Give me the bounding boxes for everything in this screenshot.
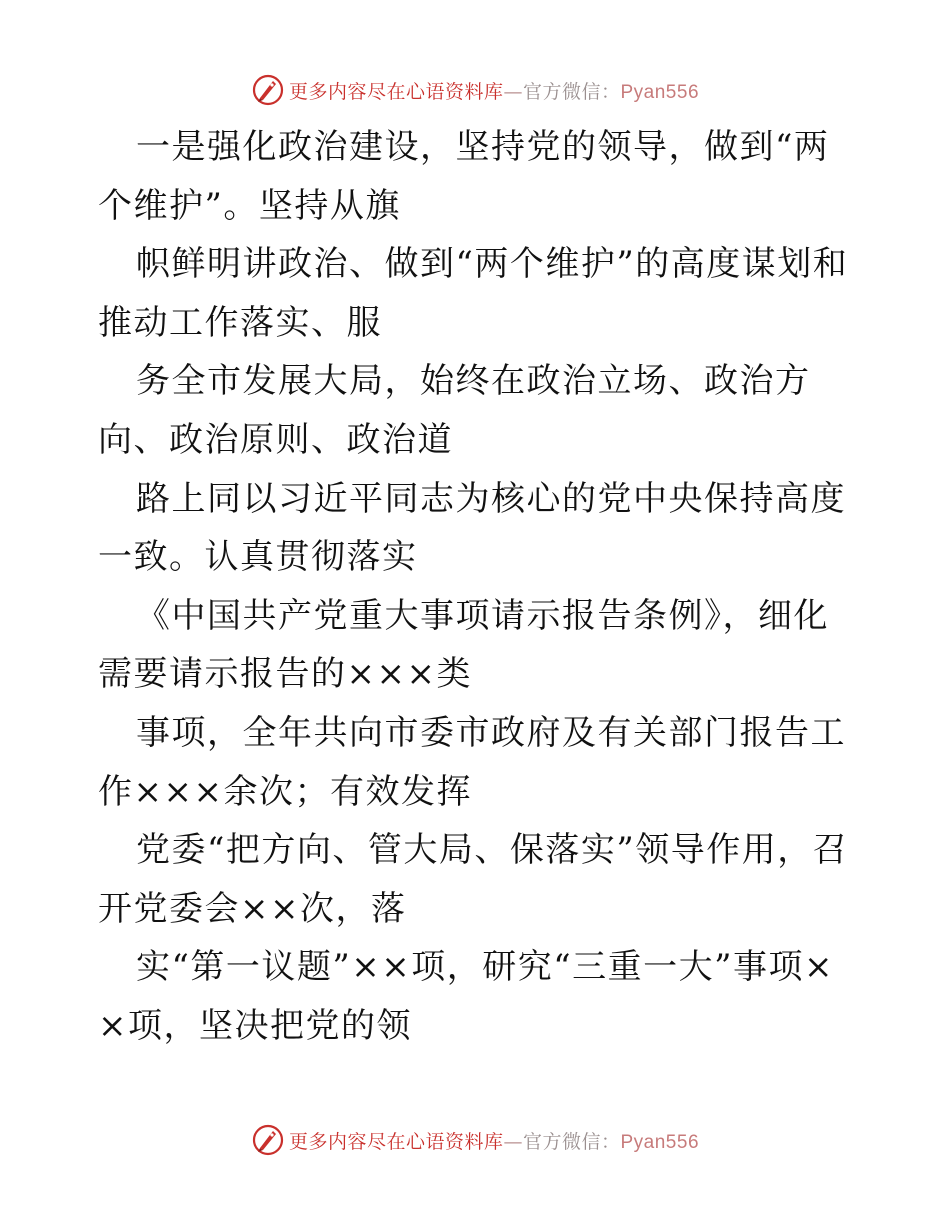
header-brand: 更多内容尽在心语资料库 [288,80,504,103]
paragraph-text: 实“第一议题”××项，研究“三重一大”事项××项，坚决把党的领 [98,947,834,1046]
header-banner [0,70,950,110]
paragraph [98,470,858,587]
paragraph [98,118,858,235]
footer-banner-text [289,1127,699,1154]
footer-wechat-id: Pyan556 [620,1131,700,1153]
header-wechat-id: Pyan556 [620,81,700,103]
paragraph [98,235,858,352]
paragraph [98,938,858,1055]
paragraph [98,587,858,704]
header-wechat-label: 官方微信： [522,80,621,103]
header-banner-text [289,77,699,104]
quill-pen-logo-icon [251,73,285,107]
paragraph-text: 路上同以习近平同志为核心的党中央保持高度一致。认真贯彻落实 [98,478,846,578]
paragraph-text: 帜鲜明讲政治、做到“两个维护”的高度谋划和推动工作落实、服 [98,244,849,343]
paragraph-text: 党委“把方向、管大局、保落实”领导作用，召开党委会××次，落 [98,830,849,929]
footer-separator: — [503,1130,523,1153]
footer-wechat-label: 官方微信： [522,1130,621,1153]
paragraph [98,821,858,938]
footer-banner [0,1120,950,1160]
paragraph-text: 一是强化政治建设，坚持党的领导，做到“两个维护”。坚持从旗 [98,127,830,226]
body-text [98,118,858,1056]
paragraph-text: 事项，全年共向市委市政府及有关部门报告工作×××余次；有效发挥 [98,712,846,812]
paragraph-text: 《中国共产党重大事项请示报告条例》，细化需要请示报告的×××类 [98,595,829,695]
quill-pen-logo-icon [251,1123,285,1157]
header-separator: — [503,80,523,103]
paragraph-text: 务全市发展大局，始终在政治立场、政治方向、政治原则、政治道 [98,361,811,460]
footer-brand: 更多内容尽在心语资料库 [288,1130,504,1153]
paragraph [98,704,858,821]
paragraph [98,352,858,469]
